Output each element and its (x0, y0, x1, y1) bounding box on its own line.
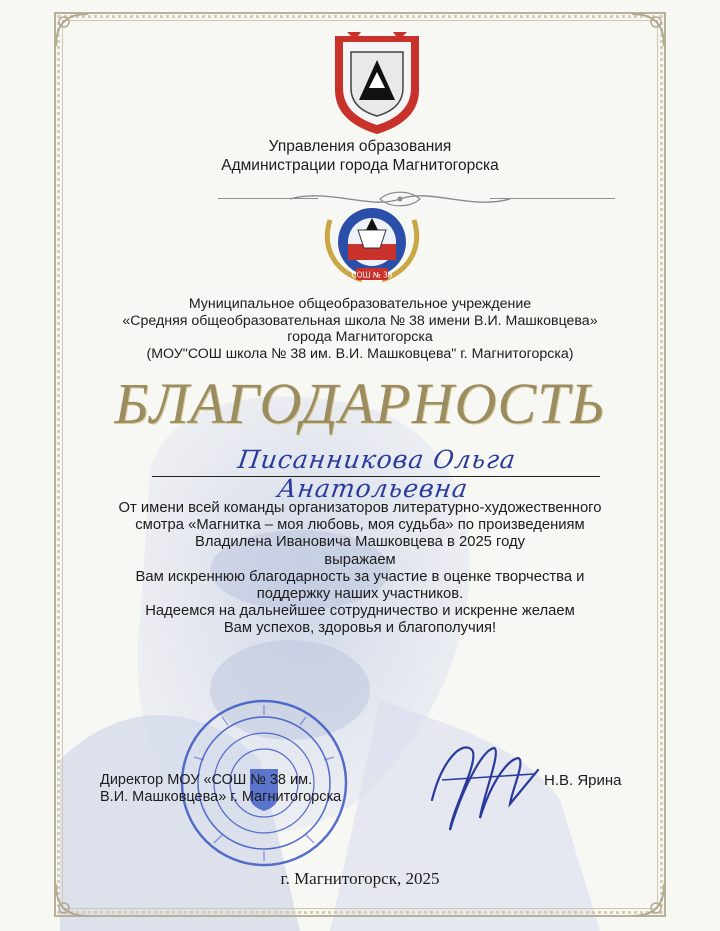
position-line: Директор МОУ «СОШ № 38 им. (100, 772, 313, 788)
body-line: Владилена Ивановича Машковцева в 2025 году (194, 534, 526, 551)
signature-icon (422, 730, 542, 840)
signatory-name: Н.В. Ярина (544, 772, 622, 789)
svg-text:СОШ № 38: СОШ № 38 (351, 270, 393, 280)
body-line: смотра «Магнитка – моя любовь, моя судьба» по произведениям (135, 517, 585, 534)
institution-line: (МОУ"СОШ школа № 38 им. В.И. Машковцева" г. Магнитогорска) (146, 345, 574, 362)
body-line: Надеемся на дальнейшее сотрудничество и искренне желаем (145, 603, 575, 620)
position-line: В.И. Машковцева» г. Магнитогорска (100, 789, 342, 805)
signatory-position (100, 772, 341, 806)
corner-ornament-icon (52, 10, 92, 50)
authority-line: Администрации города Магнитогорска (221, 157, 499, 174)
body-line: выражаем (324, 551, 396, 568)
city-coat-of-arms-icon (325, 28, 429, 138)
body-line: Вам успехов, здоровья и благополучия! (223, 620, 497, 637)
recipient-name: Писанникова Ольга Анатольевна (236, 445, 518, 503)
body-line: Вам искреннюю благодарность за участие в оценке творчества и (135, 568, 585, 585)
recipient-underline (152, 476, 600, 477)
body-line: поддержку наших участников. (256, 586, 464, 603)
school-emblem-icon (322, 200, 422, 288)
certificate-title: БЛАГОДАРНОСТЬ (114, 371, 606, 436)
authority-heading (0, 137, 720, 175)
institution-line: «Средняя общеобразовательная школа № 38 имени В.И. Машковцева» (122, 312, 598, 329)
authority-line: Управления образования (268, 138, 452, 155)
body-text (0, 500, 720, 638)
institution-line: Муниципальное общеобразовательное учреждение (188, 296, 532, 312)
place-and-year: г. Магнитогорск, 2025 (280, 869, 440, 888)
corner-ornament-icon (628, 10, 668, 50)
institution-line: города Магнитогорска (287, 329, 433, 345)
institution-block (0, 296, 720, 362)
body-line: От имени всей команды организаторов литературно-художественного (118, 500, 602, 516)
